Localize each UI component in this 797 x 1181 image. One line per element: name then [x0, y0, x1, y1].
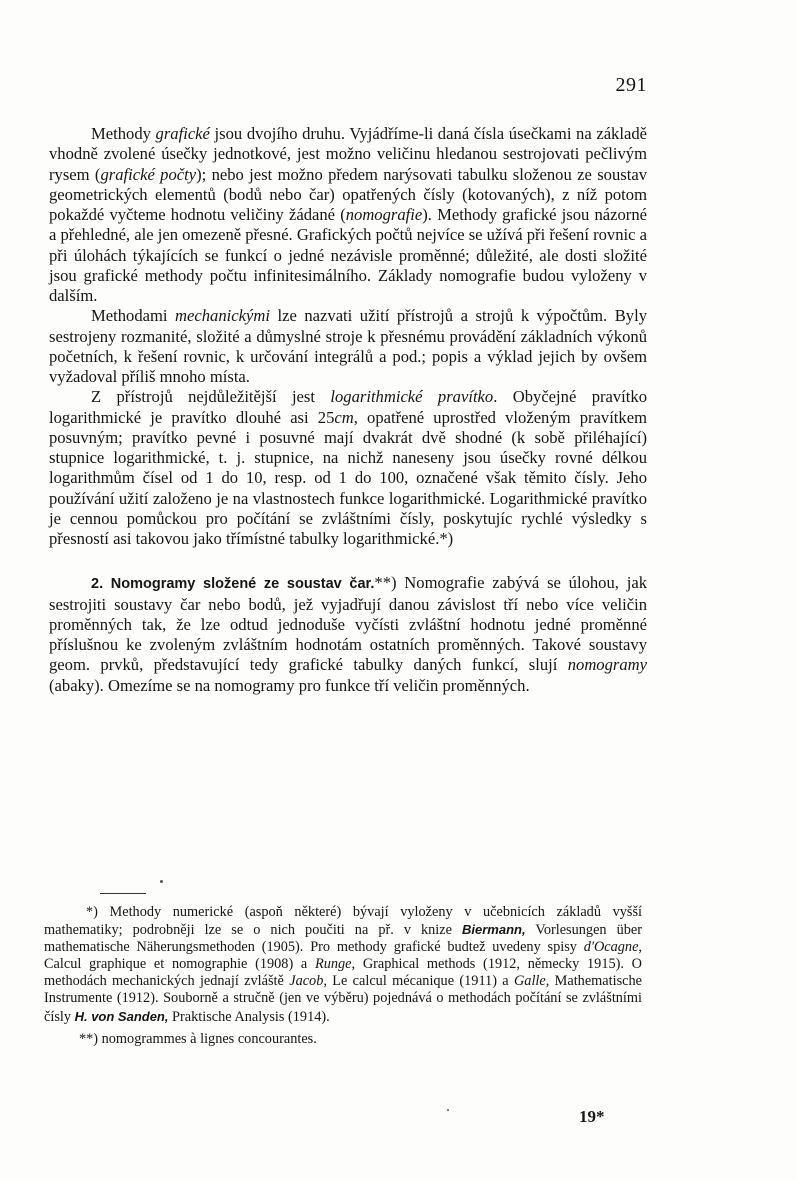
body-text	[49, 124, 647, 696]
author-name: Runge	[315, 956, 352, 973]
emphasis-term: logarithmické pravítko	[330, 387, 494, 407]
emphasis-term: mechanickými	[175, 306, 270, 326]
text-run: lze nazvati užití přístrojů a strojů k výpočtům. Byly sestrojeny rozmanité, složité a důmyslné stroje k přesnému provádění základních výkonů početních, k řešení rovnic, k určování integrálů a pod.; popis a výklad jejich by ovšem vyžadoval příliš mnoho místa.	[49, 306, 647, 386]
author-name: H. von Sanden,	[74, 1008, 169, 1024]
author-name: Jacob	[289, 973, 324, 990]
page-number: 291	[615, 74, 647, 96]
emphasis-term: cm	[334, 407, 354, 427]
text-run: , Mathematische Instrumente (1912). Souborně a stručně (jen ve výběru) pojednává o methodách počítání se zvláštními čísly	[44, 973, 642, 1025]
footnotes	[44, 904, 642, 1048]
footnote-2	[44, 1031, 642, 1048]
emphasis-term: nomografie	[345, 205, 423, 224]
text-run: . Obyčejné pravítko logarithmické je pravítko dlouhé asi 25	[49, 387, 647, 427]
text-run: **) nomogrammes à lignes concourantes.	[79, 1030, 317, 1047]
footnote-1	[44, 904, 642, 1026]
paragraph-logarithmické-pravítko	[49, 387, 647, 549]
emphasis-term: grafické počty	[100, 164, 197, 184]
emphasis-term: grafické	[155, 124, 210, 143]
text-run: Z přístrojů nejdůležitější jest	[91, 387, 331, 407]
text-run: Praktische Analysis (1914).	[168, 1008, 330, 1025]
emphasis-term: nomogramy	[567, 655, 647, 675]
text-run: Methody	[91, 124, 156, 143]
paragraph-grafické-methody	[49, 124, 647, 306]
signature-mark: 19*	[579, 1107, 605, 1126]
text-run: , Le calcul mécanique (1911) a	[323, 973, 514, 990]
section-heading: 2. Nomogramy složené ze soustav čar.	[91, 576, 375, 593]
text-run: Methodami	[91, 306, 176, 326]
print-speck	[160, 880, 163, 883]
text-run: Vorlesungen über mathematische Näherungsmethoden (1905). Pro methody grafické budtež uvedeny spisy	[44, 922, 642, 956]
text-run: ); nebo jest možno předem narýsovati tabulku složenou ze soustav geometrických elementů (bodů nebo čar) opatřených čísly (kotovaných), z níž potom pokaždé vyčteme hodnotu veličiny žádané (	[49, 164, 647, 224]
author-name: Galle	[513, 973, 546, 990]
paragraph-nomogramy	[49, 573, 647, 696]
author-name: d'Ocagne	[583, 939, 639, 956]
text-run: (abaky). Omezíme se na nomogramy pro funkce tří veličin proměnných.	[49, 675, 530, 695]
text-run: , Calcul graphique et nomographie (1908) a	[44, 939, 642, 973]
paragraph-mechanické-methody	[49, 306, 647, 387]
print-speck	[447, 1109, 449, 1111]
text-run: , Graphical methods (1912, německy 1915). O methodách mechanických jednají zvláště	[44, 956, 642, 990]
text-run: ). Methody grafické jsou názorné a přehledné, ale jen omezeně přesné. Grafických počtů nejvíce se užívá při řešení rovnic a při úlohách týkajících se funkcí o jedné nezávisle proměnné; důležité, ale dosti složité jsou grafické methody počtu infinitesimálního. Základy nomografie budou vyloženy v dalším.	[49, 205, 648, 305]
text-run: jsou dvojího druhu. Vyjádříme-li daná čísla úsečkami na základě vhodně zvolené úsečky jednotkové, jest možno veličinu hledanou sestrojovati pečlivým rysem (	[49, 124, 647, 184]
footnote-divider	[100, 893, 146, 894]
text-run: , opatřené uprostřed vloženým pravítkem posuvným; pravítko pevné i posuvné mají dvakrát dvě shodné (k sobě přiléhající) stupnice logarithmické, t. j. stupnice, na nichž naneseny jsou úsečky rovné délkou logarithmům čísel od 1 do 10, resp. od 1 do 100, označené však těmito čísly. Jeho používání užití založeno je na vlastnostech funkce logarithmické. Logarithmické pravítko je cennou pomůckou pro počítání se zvláštními čísly, poskytujíc rychlé výsledky s přesností asi takovou jako třímístné tabulky logarithmické.*)	[49, 407, 647, 548]
author-name: Biermann,	[462, 922, 526, 938]
text-run: **) Nomografie zabývá se úlohou, jak sestrojiti soustavy čar nebo bodů, jež vyjadřují danou závislost tří nebo více veličin proměnných tak, že lze odtud jednoduše vyčísti zvláštní hodnotu jedné proměnné příslušnou ke zvoleným zvláštním hodnotám ostatních proměnných. Takové soustavy geom. prvků, představující tedy grafické tabulky daných funkcí, slují	[49, 573, 647, 675]
text-run: *) Methody numerické (aspoň některé) bývají vyloženy v učebnicích základů vyšší mathematiky; podrobněji lze se o nich poučiti na př. v knize	[44, 904, 642, 939]
